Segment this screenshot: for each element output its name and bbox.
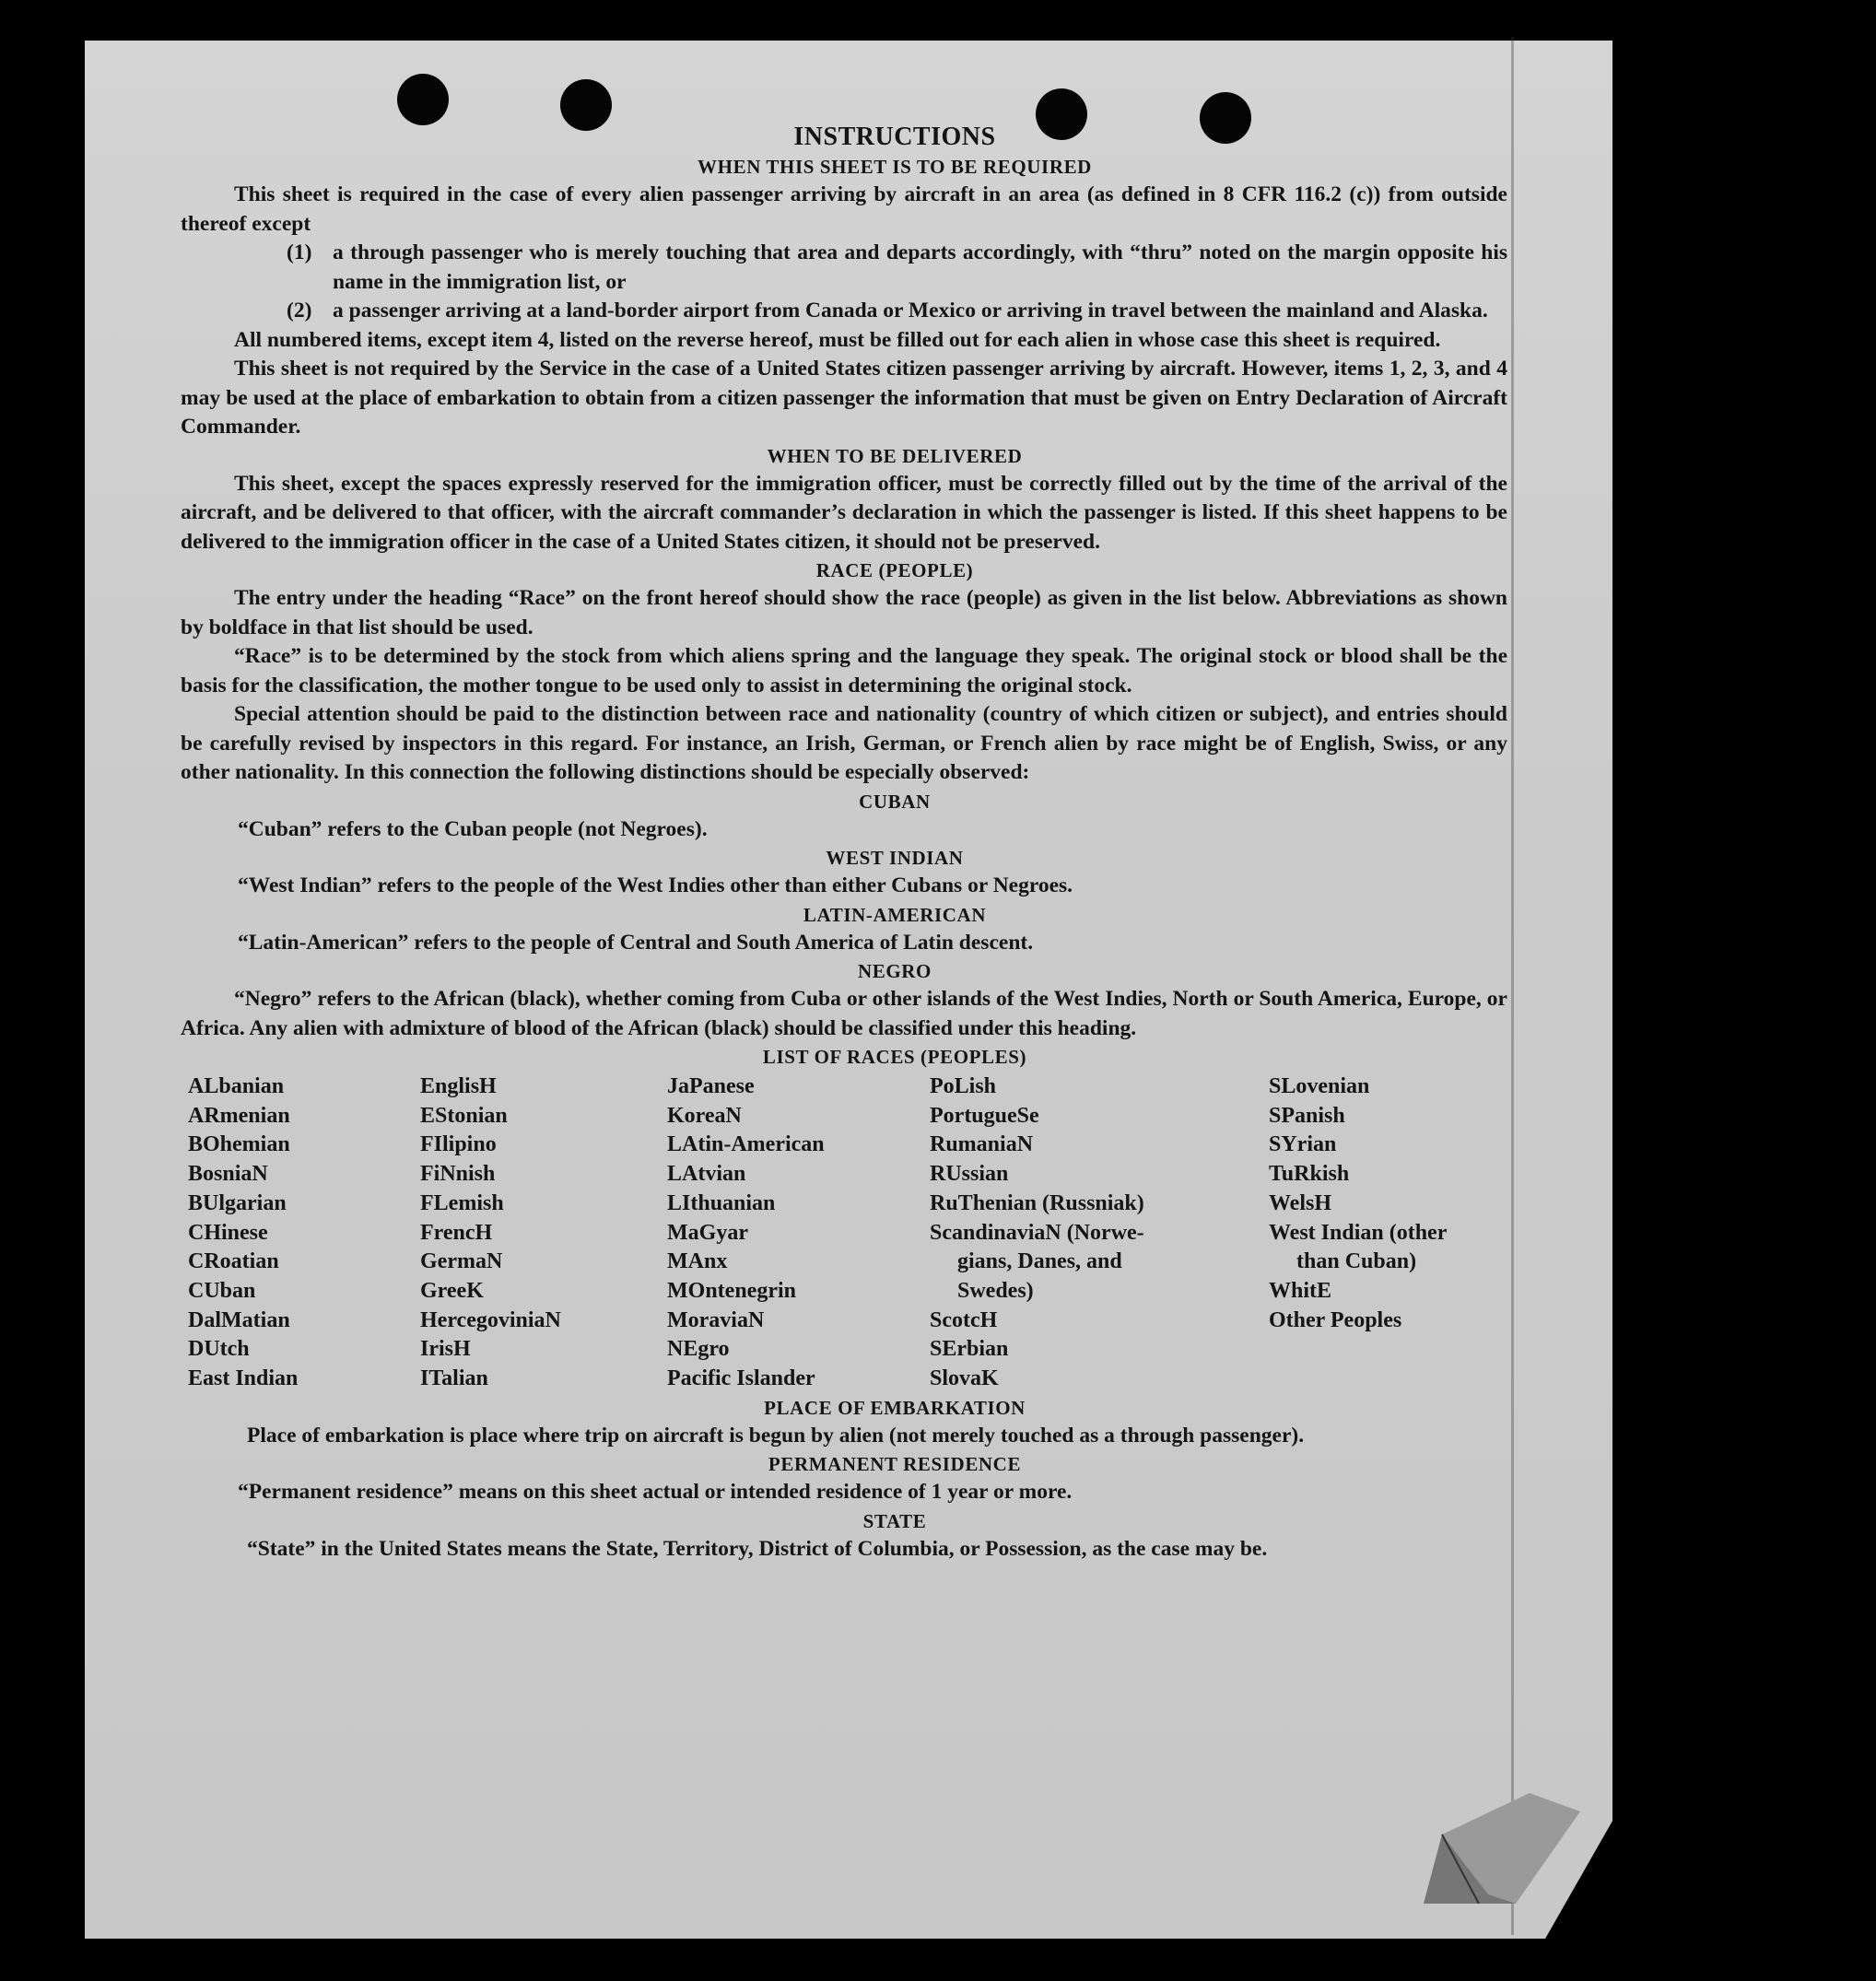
paragraph: This sheet is required in the case of every alien passenger arriving by aircraft in an area (as defined in 8 CFR 116.2 (c)) from outside thereof except (181, 182, 1507, 236)
race-entry: ITalian (420, 1366, 488, 1391)
definition: “Permanent residence” means on this sheet actual or intended residence of 1 year or more. (238, 1480, 1073, 1505)
race-entry: ScandinaviaN (Norwe- (930, 1220, 1144, 1245)
section-heading: WHEN THIS SHEET IS TO BE REQUIRED (698, 156, 1092, 178)
paragraph: “Race” is to be determined by the stock from which aliens spring and the language they speak. The original stock or blood shall be the basis for the classification, the mother tongue to be used only to assist in determining the original stock. (181, 644, 1507, 697)
section-heading: WEST INDIAN (826, 847, 964, 869)
race-entry: SErbian (930, 1337, 1009, 1362)
race-entry: BosniaN (188, 1162, 268, 1187)
race-entry: FLemish (420, 1190, 504, 1215)
race-entry: MoraviaN (667, 1307, 765, 1332)
page-title: INSTRUCTIONS (793, 123, 996, 151)
race-entry: BUlgarian (188, 1190, 287, 1215)
paragraph: This sheet, except the spaces expressly reserved for the immigration officer, must be correctly filled out by the time of the arrival of the aircraft, and be delivered to that officer, with the aircraft commander’s declaration in which the passenger is listed. If this sheet happens to be delivered to the immigration officer in the case of a United States citizen, it should not be preserved. (181, 471, 1507, 554)
race-entry: TuRkish (1269, 1162, 1350, 1187)
race-entry: DUtch (188, 1337, 250, 1362)
race-entry: PortugueSe (930, 1103, 1039, 1128)
definition: “State” in the United States means the State, Territory, District of Columbia, or Possession, as the case may be. (247, 1536, 1268, 1561)
race-entry: ScotcH (930, 1307, 998, 1332)
race-entry: CUban (188, 1278, 256, 1303)
race-entry: FiNnish (420, 1162, 496, 1187)
race-column (930, 1073, 1269, 1394)
race-entry: PoLish (930, 1074, 997, 1098)
race-entry: MAnx (667, 1249, 728, 1274)
race-entry: MOntenegrin (667, 1278, 796, 1303)
race-entry: NEgro (667, 1337, 730, 1362)
race-entry: SYrian (1269, 1132, 1337, 1157)
section-heading: WHEN TO BE DELIVERED (767, 444, 1023, 467)
race-entry: SLovenian (1269, 1074, 1370, 1098)
section-heading: NEGRO (857, 960, 932, 982)
race-entry: HercegoviniaN (420, 1307, 561, 1332)
race-entry: RumaniaN (930, 1132, 1034, 1157)
race-entry: LAtvian (667, 1162, 746, 1187)
paragraph: All numbered items, except item 4, listed on the reverse hereof, must be filled out for each alien in whose case this sheet is required. (234, 327, 1441, 352)
section-heading: PLACE OF EMBARKATION (764, 1396, 1026, 1419)
race-entry: MaGyar (667, 1220, 748, 1245)
race-entry: Pacific Islander (667, 1366, 815, 1391)
race-entry: LIthuanian (667, 1190, 776, 1215)
item-text: a passenger arriving at a land-border airport from Canada or Mexico or arriving in travel between the mainland and Alaska. (333, 299, 1488, 322)
definition: “West Indian” refers to the people of the West Indies other than either Cubans or Negroes. (238, 873, 1073, 897)
folded-corner (1424, 1793, 1580, 1904)
race-entry: ARmenian (188, 1103, 290, 1128)
race-entry-continued: gians, Danes, and (957, 1249, 1122, 1274)
paragraph: Special attention should be paid to the distinction between race and nationality (country of which citizen or subject), and entries should be carefully revised by inspectors in this regard. For instance, an Irish, German, or French alien by race might be of English, Swiss, or any other nationality. In this connection the following distinctions should be especially observed: (181, 702, 1507, 784)
instructions-content (181, 122, 1507, 1564)
race-entry: RUssian (930, 1162, 1009, 1187)
definition: “Latin-American” refers to the people of Central and South America of Latin descent. (238, 930, 1034, 955)
item-number: (2) (287, 299, 312, 322)
race-entry: BOhemian (188, 1132, 290, 1157)
section-heading: STATE (862, 1509, 927, 1532)
race-entry: CRoatian (188, 1249, 279, 1274)
race-entry: JaPanese (667, 1074, 755, 1098)
definition: Place of embarkation is place where trip on aircraft is begun by alien (not merely touched as a through passenger). (247, 1423, 1305, 1448)
definition: “Cuban” refers to the Cuban people (not Negroes). (238, 816, 708, 841)
race-column (667, 1073, 930, 1394)
section-heading: LIST OF RACES (PEOPLES) (762, 1046, 1027, 1068)
race-entry: LAtin-American (667, 1132, 825, 1157)
race-entry: RuThenian (Russniak) (930, 1190, 1144, 1215)
paragraph: This sheet is not required by the Service in the case of a United States citizen passenger arriving by aircraft. However, items 1, 2, 3, and 4 may be used at the place of embarkation to obtain from a citizen passenger the information that must be given on Entry Declaration of Aircraft Commander. (181, 357, 1507, 439)
race-entry: FIlipino (420, 1132, 497, 1157)
section-heading: CUBAN (859, 790, 931, 813)
paragraph: The entry under the heading “Race” on the front hereof should show the race (people) as given in the list below. Abbreviations as shown by boldface in that list should be used. (181, 586, 1507, 639)
section-heading: RACE (PEOPLE) (815, 559, 974, 581)
race-entry: WhitE (1269, 1278, 1332, 1303)
race-entry: CHinese (188, 1220, 268, 1245)
race-column (1269, 1073, 1507, 1394)
race-entry: IrisH (420, 1337, 471, 1362)
race-list (181, 1073, 1507, 1394)
punch-hole (397, 74, 449, 125)
race-column (420, 1073, 667, 1394)
race-entry: EnglisH (420, 1074, 497, 1098)
race-entry: SPanish (1269, 1103, 1345, 1128)
race-entry: DalMatian (188, 1307, 290, 1332)
definition: “Negro” refers to the African (black), whether coming from Cuba or other islands of the West Indies, North or South America, Europe, or Africa. Any alien with admixture of blood of the African (black) should be classified under this heading. (181, 987, 1507, 1040)
race-entry: East Indian (188, 1366, 299, 1391)
race-entry: FrencH (420, 1220, 493, 1245)
race-entry: West Indian (other (1269, 1220, 1448, 1245)
race-entry-continued: than Cuban) (1296, 1249, 1417, 1274)
race-entry: ALbanian (188, 1074, 285, 1098)
exception-item (287, 297, 1507, 326)
item-text: a through passenger who is merely touching that area and departs accordingly, with “thru” noted on the margin opposite his name in the immigration list, or (333, 240, 1507, 294)
race-column (188, 1073, 420, 1394)
race-entry-continued: Swedes) (957, 1278, 1034, 1303)
race-entry: GermaN (420, 1249, 503, 1274)
race-entry: EStonian (420, 1103, 508, 1128)
race-entry: Other Peoples (1269, 1307, 1402, 1332)
race-entry: GreeK (420, 1278, 484, 1303)
item-number: (1) (287, 240, 312, 264)
race-entry: KoreaN (667, 1103, 742, 1128)
scan-streak (1511, 37, 1514, 1935)
race-entry: WelsH (1269, 1190, 1332, 1215)
race-entry: SlovaK (930, 1366, 999, 1391)
exception-item (287, 239, 1507, 297)
section-heading: PERMANENT RESIDENCE (768, 1453, 1022, 1476)
section-heading: LATIN-AMERICAN (803, 903, 987, 926)
